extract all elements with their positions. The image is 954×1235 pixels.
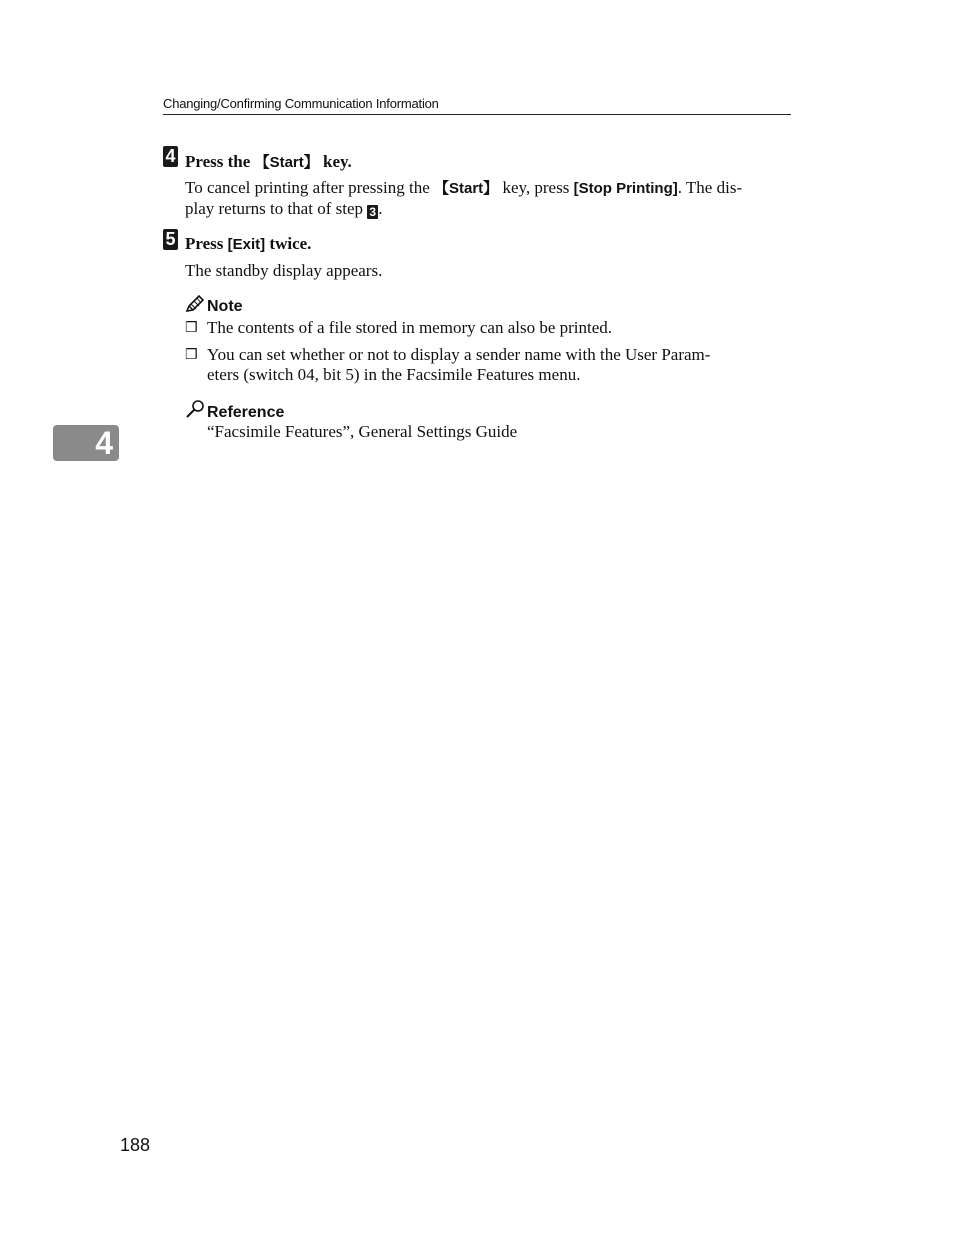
step-5-heading-post: twice. [265, 234, 312, 253]
step-4-body-mid: key, press [498, 178, 574, 197]
note-title: Note [207, 298, 243, 315]
note-item-line: eters (switch 04, bit 5) in the Facsimile Features menu. [207, 365, 581, 384]
step-5-heading [185, 234, 311, 254]
note-heading [185, 295, 243, 316]
step-4-heading-post: key. [318, 152, 352, 171]
page-number: 188 [120, 1135, 151, 1155]
start-key-inline: 【Start】 [434, 180, 499, 197]
checkbox-bullet-icon: ❒ [185, 347, 198, 363]
step-4-body-line2: play returns to that of step [185, 199, 368, 218]
note-item-line: You can set whether or not to display a sender name with the User Param- [207, 345, 711, 364]
step-4-heading [185, 151, 352, 172]
step-4-body-line2-end: . [378, 199, 383, 218]
note-item [185, 345, 791, 385]
step-reference-icon: 3 [367, 205, 378, 219]
stop-printing-key: [Stop Printing] [573, 180, 678, 197]
note-item-text: The contents of a file stored in memory can also be printed. [207, 318, 613, 337]
step-4-heading-pre: Press the [185, 152, 255, 171]
note-item [185, 318, 791, 338]
step-4-body-post: . The dis- [677, 178, 743, 197]
exit-key-label: [Exit] [227, 236, 266, 253]
checkbox-bullet-icon: ❒ [185, 320, 198, 336]
running-header: Changing/Confirming Communication Information [163, 96, 791, 115]
note-item-text [207, 345, 791, 385]
magnifier-icon [185, 399, 205, 419]
step-number-5: 5 [163, 229, 178, 250]
step-5-heading-pre: Press [185, 234, 228, 253]
reference-text: “Facsimile Features”, General Settings Guide [207, 422, 518, 441]
chapter-tab [53, 425, 119, 461]
step-4-body-pre: To cancel printing after pressing the [185, 178, 434, 197]
start-key-label: 【Start】 [254, 154, 319, 171]
reference-title: Reference [207, 404, 285, 421]
reference-heading [185, 399, 284, 422]
step-4-body [185, 178, 791, 219]
step-number-4: 4 [163, 146, 178, 167]
step-5-body: The standby display appears. [185, 261, 383, 280]
pencil-icon [185, 295, 205, 313]
chapter-number: 4 [95, 425, 113, 461]
